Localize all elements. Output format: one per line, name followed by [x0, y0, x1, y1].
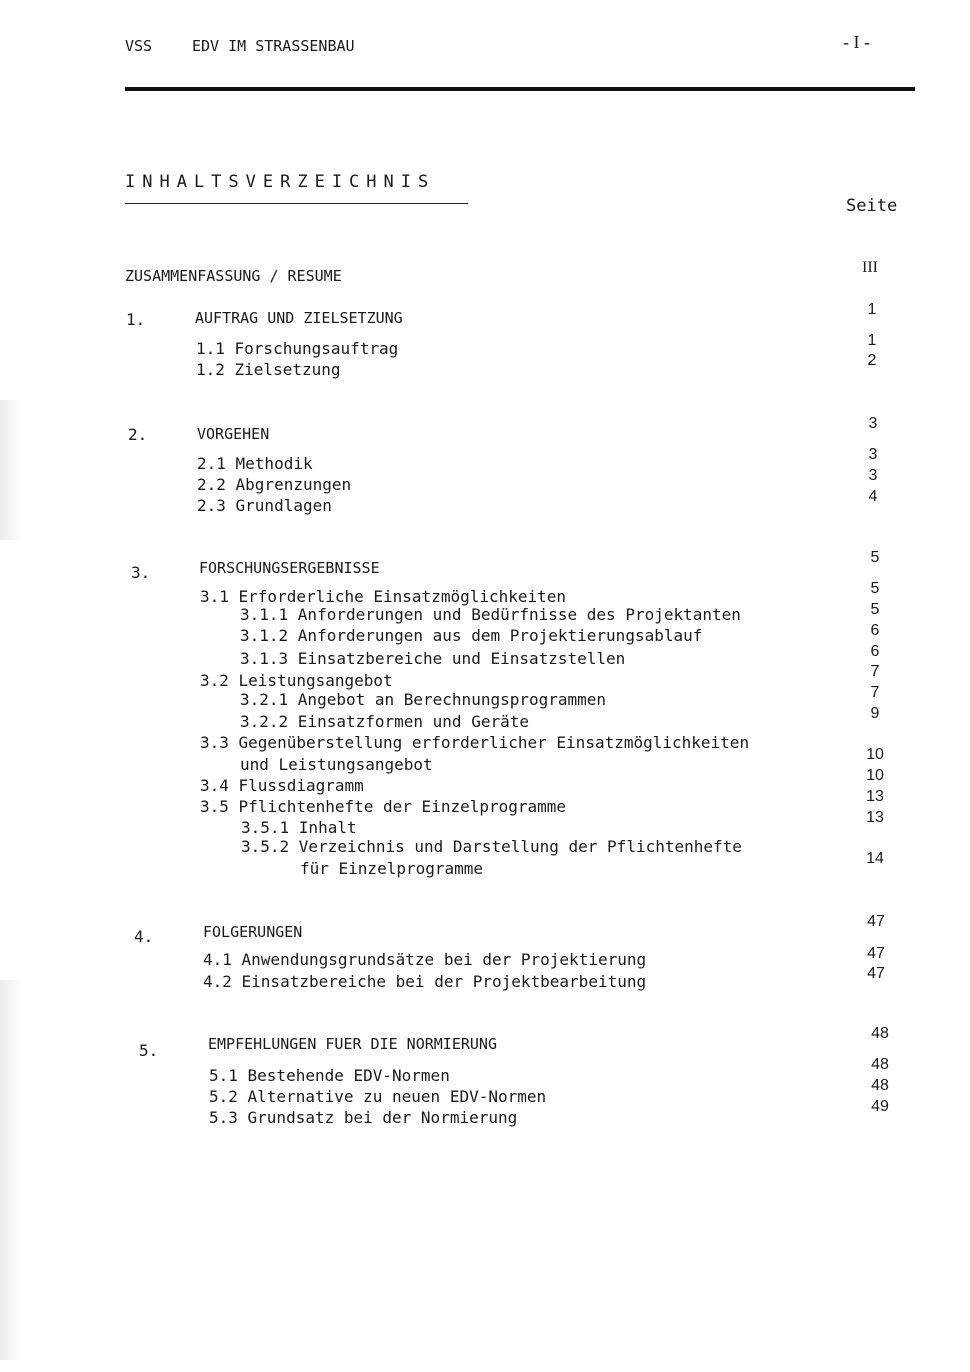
toc-entry: 3.2 Leistungsangebot	[200, 671, 393, 690]
section-number: 3.	[131, 563, 151, 582]
toc-entry-page: 5	[870, 580, 880, 597]
toc-entry: 2.3 Grundlagen	[197, 496, 332, 515]
toc-heading-underline	[125, 203, 468, 204]
toc-entry-page: 7	[870, 663, 880, 680]
section-page: 48	[871, 1025, 889, 1042]
toc-entry: 5.3 Grundsatz bei der Normierung	[209, 1108, 518, 1127]
header-page-number: - I -	[843, 32, 870, 52]
toc-entry-page: 48	[871, 1056, 889, 1073]
toc-entry: 3.2.2 Einsatzformen und Geräte	[240, 712, 529, 731]
toc-entry: 2.2 Abgrenzungen	[197, 475, 352, 494]
toc-entry: 1.2 Zielsetzung	[196, 360, 341, 379]
section-title: FOLGERUNGEN	[203, 923, 303, 941]
section-page: 3	[868, 415, 878, 432]
toc-entry: 3.4 Flussdiagramm	[200, 776, 364, 795]
header-title: EDV IM STRASSENBAU	[192, 37, 355, 55]
toc-entry-page: 14	[866, 850, 884, 867]
toc-entry: 1.1 Forschungsauftrag	[196, 339, 399, 358]
toc-entry: 3.1 Erforderliche Einsatzmöglichkeiten	[200, 587, 567, 606]
toc-entry: 3.1.2 Anforderungen aus dem Projektierungsablauf	[240, 626, 703, 645]
toc-entry-continuation: und Leistungsangebot	[240, 755, 433, 774]
scan-edge-shadow	[0, 400, 22, 540]
summary-entry: ZUSAMMENFASSUNG / RESUME	[125, 267, 342, 285]
toc-entry: 5.1 Bestehende EDV-Normen	[209, 1066, 450, 1085]
summary-page: III	[862, 259, 878, 276]
toc-entry: 3.5.1 Inhalt	[241, 818, 357, 837]
section-title: AUFTRAG UND ZIELSETZUNG	[195, 309, 403, 327]
toc-entry: 3.1.1 Anforderungen und Bedürfnisse des Projektanten	[240, 605, 741, 624]
toc-entry-page: 10	[866, 767, 884, 784]
header-rule	[125, 87, 915, 91]
toc-entry-page: 6	[870, 643, 880, 660]
section-number: 4.	[134, 927, 154, 946]
section-title: EMPFEHLUNGEN FUER DIE NORMIERUNG	[208, 1035, 497, 1053]
toc-entry: 5.2 Alternative zu neuen EDV-Normen	[209, 1087, 547, 1106]
section-page: 5	[870, 549, 880, 566]
section-title: FORSCHUNGSERGEBNISSE	[199, 559, 380, 577]
section-title: VORGEHEN	[197, 425, 270, 443]
toc-entry-page: 3	[868, 467, 878, 484]
toc-entry-page: 49	[871, 1098, 889, 1115]
header-org: VSS	[125, 37, 153, 55]
toc-entry-page: 10	[866, 746, 884, 763]
section-page: 1	[867, 301, 877, 318]
toc-entry-page: 13	[866, 809, 884, 826]
toc-entry-page: 9	[870, 705, 880, 722]
toc-entry-page: 47	[867, 945, 885, 962]
toc-entry-page: 2	[867, 352, 877, 369]
toc-entry-page: 6	[870, 622, 880, 639]
toc-entry-page: 4	[868, 488, 878, 505]
toc-entry-continuation: für Einzelprogramme	[300, 859, 484, 878]
toc-entry: 3.1.3 Einsatzbereiche und Einsatzstellen	[240, 649, 626, 668]
toc-entry-page: 7	[870, 684, 880, 701]
toc-entry-page: 3	[868, 446, 878, 463]
toc-entry: 3.5.2 Verzeichnis und Darstellung der Pflichtenhefte	[241, 837, 742, 856]
toc-entry: 2.1 Methodik	[197, 454, 313, 473]
section-number: 1.	[126, 310, 146, 329]
section-number: 2.	[128, 425, 148, 444]
toc-entry-page: 47	[867, 965, 885, 982]
toc-heading: INHALTSVERZEICHNIS	[125, 172, 436, 192]
section-number: 5.	[139, 1041, 159, 1060]
toc-entry: 4.2 Einsatzbereiche bei der Projektbearbeitung	[203, 972, 647, 991]
page-column-label: Seite	[846, 196, 898, 216]
toc-entry: 3.3 Gegenüberstellung erforderlicher Einsatzmöglichkeiten	[200, 733, 750, 752]
toc-entry-page: 1	[867, 332, 877, 349]
toc-entry-page: 13	[866, 788, 884, 805]
toc-entry-page: 48	[871, 1077, 889, 1094]
scan-edge-shadow	[0, 980, 22, 1360]
toc-entry: 3.5 Pflichtenhefte der Einzelprogramme	[200, 797, 567, 816]
toc-entry: 3.2.1 Angebot an Berechnungsprogrammen	[240, 690, 607, 709]
toc-entry: 4.1 Anwendungsgrundsätze bei der Projektierung	[203, 950, 647, 969]
section-page: 47	[867, 913, 885, 930]
toc-entry-page: 5	[870, 601, 880, 618]
